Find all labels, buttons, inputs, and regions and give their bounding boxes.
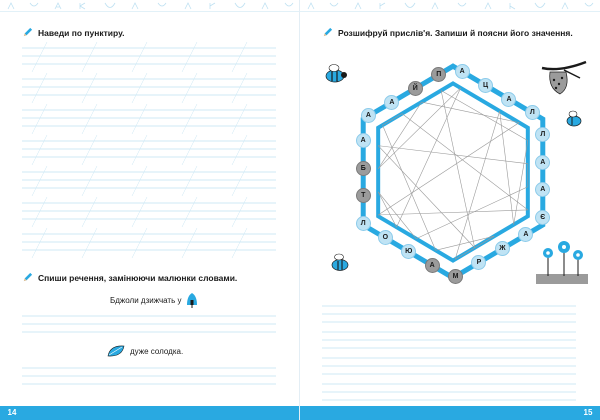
sentence-1 [110, 292, 199, 308]
page-number: 14 [7, 408, 17, 417]
writing-line [322, 352, 576, 378]
cipher-letter: Ц [478, 78, 493, 93]
writing-line [322, 300, 576, 326]
cipher-connector-line [514, 141, 528, 225]
leaf-icon [106, 344, 126, 358]
tracing-line [22, 135, 276, 166]
tracing-line [22, 197, 276, 228]
sentence-2 [106, 344, 183, 358]
writing-line [22, 362, 276, 388]
cipher-letter: О [378, 230, 393, 245]
cipher-letter: А [535, 182, 550, 197]
cipher-letter: Й [408, 81, 423, 96]
cipher-letter: М [448, 269, 463, 284]
top-border [0, 0, 300, 12]
cipher-connector-line [441, 90, 475, 247]
cipher-letter: Б [356, 161, 371, 176]
cipher-letter: Т [356, 188, 371, 203]
tracing-line [22, 73, 276, 104]
sentence-2-text: дуже солодка. [130, 346, 184, 356]
tracing-lines [22, 42, 276, 259]
beehive-icon [185, 292, 199, 308]
answer-lines [322, 300, 576, 404]
copy-instruction [22, 272, 237, 283]
cipher-connector-line [416, 187, 528, 239]
cipher-letter: А [356, 133, 371, 148]
cipher-letter: А [501, 92, 516, 107]
copy-lines-2 [22, 362, 276, 388]
cipher-letter: Є [535, 210, 550, 225]
cipher-letter: Ю [401, 244, 416, 259]
decorative-letters-border [0, 0, 300, 12]
cipher-letter: А [425, 258, 440, 273]
cipher-letter: Р [471, 255, 486, 270]
cipher-letter: А [535, 155, 550, 170]
cipher-letter: А [384, 95, 399, 110]
pencil-icon [22, 272, 33, 283]
tracing-line [22, 166, 276, 197]
cipher-instruction-text: Розшифруй прислів'я. Запиши й поясни його значення. [338, 27, 573, 38]
pencil-icon [22, 27, 33, 38]
tracing-line [22, 42, 276, 73]
cipher-connector-line [383, 114, 403, 126]
cipher-letter: А [455, 64, 470, 79]
cipher-puzzle [322, 56, 584, 288]
cipher-letter: Л [535, 127, 550, 142]
decorative-letters-border [300, 0, 600, 12]
trace-instruction-text: Наведи по пунктиру. [38, 27, 125, 38]
tracing-line [22, 228, 276, 259]
page-number: 15 [583, 408, 593, 417]
sentence-1-text: Бджоли дзижчать у [110, 295, 182, 305]
copy-instruction-text: Спиши речення, замінюючи малюнки словами. [38, 272, 238, 283]
tracing-line [22, 104, 276, 135]
writing-line [22, 310, 276, 336]
cipher-connector-line [378, 146, 528, 164]
right-page [300, 0, 600, 420]
cipher-letter: А [518, 227, 533, 242]
cipher-letter: П [431, 67, 446, 82]
cipher-connector-line [378, 102, 421, 169]
writing-line [322, 378, 576, 404]
top-border [300, 0, 600, 12]
bottom-border [300, 406, 600, 420]
cipher-letter: А [361, 108, 376, 123]
bottom-border [0, 406, 300, 420]
cipher-letter: Ж [495, 241, 510, 256]
cipher-letter: Л [356, 216, 371, 231]
trace-instruction [22, 27, 124, 38]
copy-lines-1 [22, 310, 276, 336]
cipher-connector-line [378, 210, 528, 215]
cipher-connector-line [402, 114, 528, 210]
cipher-letter: Л [525, 105, 540, 120]
cipher-instruction [322, 27, 573, 38]
writing-line [322, 326, 576, 352]
pencil-icon [322, 27, 333, 38]
